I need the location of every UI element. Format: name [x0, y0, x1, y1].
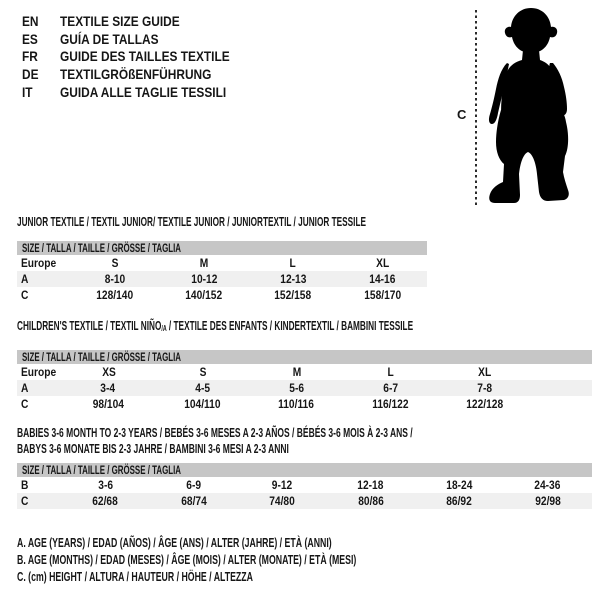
size-table: [17, 350, 592, 412]
table-cell: [249, 381, 343, 395]
row-label: [17, 397, 61, 411]
guide-title: GUIDA ALLE TAGLIE TESSILI: [60, 84, 227, 101]
language-guide-row: [22, 48, 260, 66]
table-cell: [62, 365, 156, 379]
section-title: [17, 215, 427, 230]
table-cell-text: 3-6: [97, 478, 113, 492]
table-cell: [415, 494, 504, 508]
language-guide-row: [22, 83, 260, 101]
table-cell-text: 152/158: [274, 288, 312, 302]
table-cell-text: 9-12: [272, 478, 293, 492]
table-cell-text: 86/92: [446, 494, 473, 508]
title-text: JUNIOR TEXTILE / TEXTIL JUNIOR/ TEXTILE JUNIOR / JUNIORTEXTIL / JUNIOR TESSILE: [17, 215, 366, 229]
table-cell: [327, 478, 416, 492]
section-title-line: [17, 425, 592, 441]
row-label-text: Europe: [21, 256, 57, 270]
row-label-text: Europe: [21, 365, 57, 379]
size-table-header-bar: [17, 350, 592, 364]
table-cell-text: L: [388, 365, 395, 379]
size-table-header-text: SIZE / TALLA / TAILLE / GRÖSSE / TAGLIA: [22, 241, 181, 255]
table-cell-text: 110/116: [278, 397, 315, 411]
size-section-junior: [17, 215, 427, 303]
height-measure-letter: C: [457, 107, 467, 122]
row-label-text: C: [21, 494, 29, 508]
table-cell-text: 128/140: [96, 288, 134, 302]
table-cell-text: 62/68: [92, 494, 119, 508]
table-cell-text: 104/110: [184, 397, 221, 411]
table-cell: [61, 478, 150, 492]
table-cell-text: 14-16: [369, 272, 396, 286]
guide-title: GUÍA DE TALLAS: [60, 30, 159, 47]
height-measure-dotted-line: [475, 10, 477, 207]
table-cell: [415, 478, 504, 492]
table-row: [17, 255, 427, 271]
footnote-text: A. AGE (YEARS) / EDAD (AÑOS) / ÂGE (ANS) / ALTER (JAHRE) / ETÀ (ANNI): [17, 536, 332, 551]
row-label-text: C: [21, 288, 29, 302]
table-cell: [338, 288, 427, 302]
table-cell-text: 98/104: [92, 397, 124, 411]
language-code-text: IT: [22, 84, 33, 101]
size-table-header-bar: [17, 241, 427, 255]
table-cell-text: 18-24: [446, 478, 473, 492]
table-cell-text: 10-12: [190, 272, 217, 286]
section-title-line: [17, 319, 592, 336]
table-cell: [150, 494, 239, 508]
section-title-line: [17, 441, 592, 457]
size-table: [17, 241, 427, 303]
table-cell: [249, 397, 343, 411]
table-cell-text: 140/152: [185, 288, 223, 302]
table-cell: [250, 365, 344, 379]
row-label-text: B: [21, 478, 29, 492]
table-row: [17, 364, 592, 380]
table-cell: [249, 272, 338, 286]
table-cell-text: 74/80: [269, 494, 296, 508]
row-label: [17, 365, 62, 379]
table-cell-text: 7-8: [477, 381, 493, 395]
table-cell-text: XL: [375, 256, 389, 270]
table-cell: [238, 478, 327, 492]
table-cell: [338, 272, 427, 286]
table-cell-text: 116/122: [372, 397, 409, 411]
guide-title: TEXTILGRÖßENFÜHRUNG: [60, 66, 212, 83]
table-cell: [150, 478, 239, 492]
table-cell: [438, 365, 532, 379]
table-cell: [249, 288, 338, 302]
row-label: [17, 256, 70, 270]
size-table: [17, 463, 592, 509]
table-cell: [344, 381, 438, 395]
language-code-text: EN: [22, 12, 39, 29]
size-table-header-text: SIZE / TALLA / TAILLE / GRÖSSE / TAGLIA: [22, 463, 181, 477]
table-cell-text: 80/86: [357, 494, 384, 508]
table-cell-text: 5-6: [289, 381, 304, 395]
table-cell-text: 24-36: [534, 478, 561, 492]
table-cell-text: 68/74: [180, 494, 207, 508]
language-guide-row: [22, 12, 260, 30]
section-title: [17, 319, 592, 336]
table-cell-text: XL: [478, 365, 492, 379]
table-cell: [344, 365, 438, 379]
size-section-babies: [17, 425, 592, 509]
footnote-text: C. (cm) HEIGHT / ALTURA / HAUTEUR / HÖHE / ALTEZZA: [17, 569, 253, 584]
table-cell: [61, 397, 155, 411]
table-cell: [159, 272, 248, 286]
table-row: [17, 271, 427, 287]
language-code: [22, 31, 60, 47]
row-label: [17, 288, 70, 302]
table-cell: [504, 494, 593, 508]
table-cell: [61, 494, 150, 508]
table-cell-text: L: [290, 256, 297, 270]
row-label: [17, 478, 61, 492]
language-code: [22, 84, 60, 100]
row-label-text: C: [21, 397, 29, 411]
table-row: [17, 493, 592, 509]
language-code-text: FR: [22, 48, 38, 65]
footnotes: [17, 535, 502, 585]
table-cell-text: XS: [102, 365, 117, 379]
table-cell-text: 12-13: [280, 272, 307, 286]
table-cell: [438, 381, 532, 395]
guide-title: TEXTILE SIZE GUIDE: [60, 12, 180, 29]
title-text: /A: [161, 324, 167, 333]
table-cell: [504, 478, 593, 492]
table-cell: [156, 365, 250, 379]
table-cell: [249, 256, 338, 270]
size-section-children: [17, 319, 592, 412]
language-code: [22, 48, 60, 64]
table-row: [17, 287, 427, 303]
row-label: [17, 272, 70, 286]
table-cell-text: 6-7: [383, 381, 399, 395]
row-label-text: A: [21, 381, 29, 395]
table-cell: [70, 256, 159, 270]
table-cell: [159, 288, 248, 302]
footnote-line: [17, 552, 502, 569]
language-code-text: ES: [22, 30, 38, 47]
size-table-header-text: SIZE / TALLA / TAILLE / GRÖSSE / TAGLIA: [22, 350, 181, 364]
row-label: [17, 381, 61, 395]
section-title-line: [17, 215, 427, 230]
table-cell-text: 12-18: [357, 478, 384, 492]
table-row: [17, 380, 592, 396]
height-measure-label: [457, 107, 466, 122]
table-row: [17, 477, 592, 493]
language-code: [22, 13, 60, 29]
language-guide-list: [22, 12, 260, 101]
guide-title: GUIDE DES TAILLES TEXTILE: [60, 48, 230, 65]
table-cell-text: S: [199, 365, 207, 379]
table-cell: [155, 381, 249, 395]
title-text: / TEXTILE DES ENFANTS / KINDERTEXTIL / BAMBINI TESSILE: [166, 319, 414, 333]
table-cell: [155, 397, 249, 411]
table-row: [17, 396, 592, 412]
language-code: [22, 66, 60, 82]
table-cell-text: S: [111, 256, 119, 270]
section-title: [17, 425, 592, 457]
title-text: BABIES 3-6 MONTH TO 2-3 YEARS / BEBÉS 3-6 MESES A 2-3 AÑOS / BÉBÉS 3-6 MOIS À 2-3 ANS /: [17, 426, 413, 440]
language-guide-row: [22, 65, 260, 83]
footnote-line: [17, 569, 502, 586]
size-table-header-bar: [17, 463, 592, 477]
table-cell: [238, 494, 327, 508]
footnote-line: [17, 535, 502, 552]
table-cell-text: M: [199, 256, 209, 270]
title-text: CHILDREN'S TEXTILE / TEXTIL NIÑO: [17, 319, 162, 333]
language-guide-row: [22, 30, 260, 48]
table-cell: [327, 494, 416, 508]
table-cell: [338, 256, 427, 270]
language-code-text: DE: [22, 66, 39, 83]
title-text: BABYS 3-6 MONATE BIS 2-3 JAHRE / BAMBINI 3-6 MESI A 2-3 ANNI: [17, 442, 289, 456]
footnote-text: B. AGE (MONTHS) / EDAD (MESES) / ÂGE (MOIS) / ALTER (MONATE) / ETÀ (MESI): [17, 553, 357, 568]
table-cell: [159, 256, 248, 270]
table-cell: [70, 272, 159, 286]
table-cell-text: 6-9: [186, 478, 202, 492]
table-cell-text: 92/98: [534, 494, 561, 508]
table-cell-text: 3-4: [100, 381, 116, 395]
toddler-silhouette: [485, 6, 577, 207]
table-cell: [70, 288, 159, 302]
row-label-text: A: [21, 272, 29, 286]
row-label: [17, 494, 61, 508]
table-cell: [344, 397, 438, 411]
table-cell-text: 4-5: [194, 381, 210, 395]
table-cell-text: 158/170: [363, 288, 401, 302]
table-cell: [438, 397, 532, 411]
table-cell-text: 8-10: [104, 272, 125, 286]
table-cell: [61, 381, 155, 395]
table-cell-text: 122/128: [466, 397, 504, 411]
table-cell-text: M: [292, 365, 302, 379]
